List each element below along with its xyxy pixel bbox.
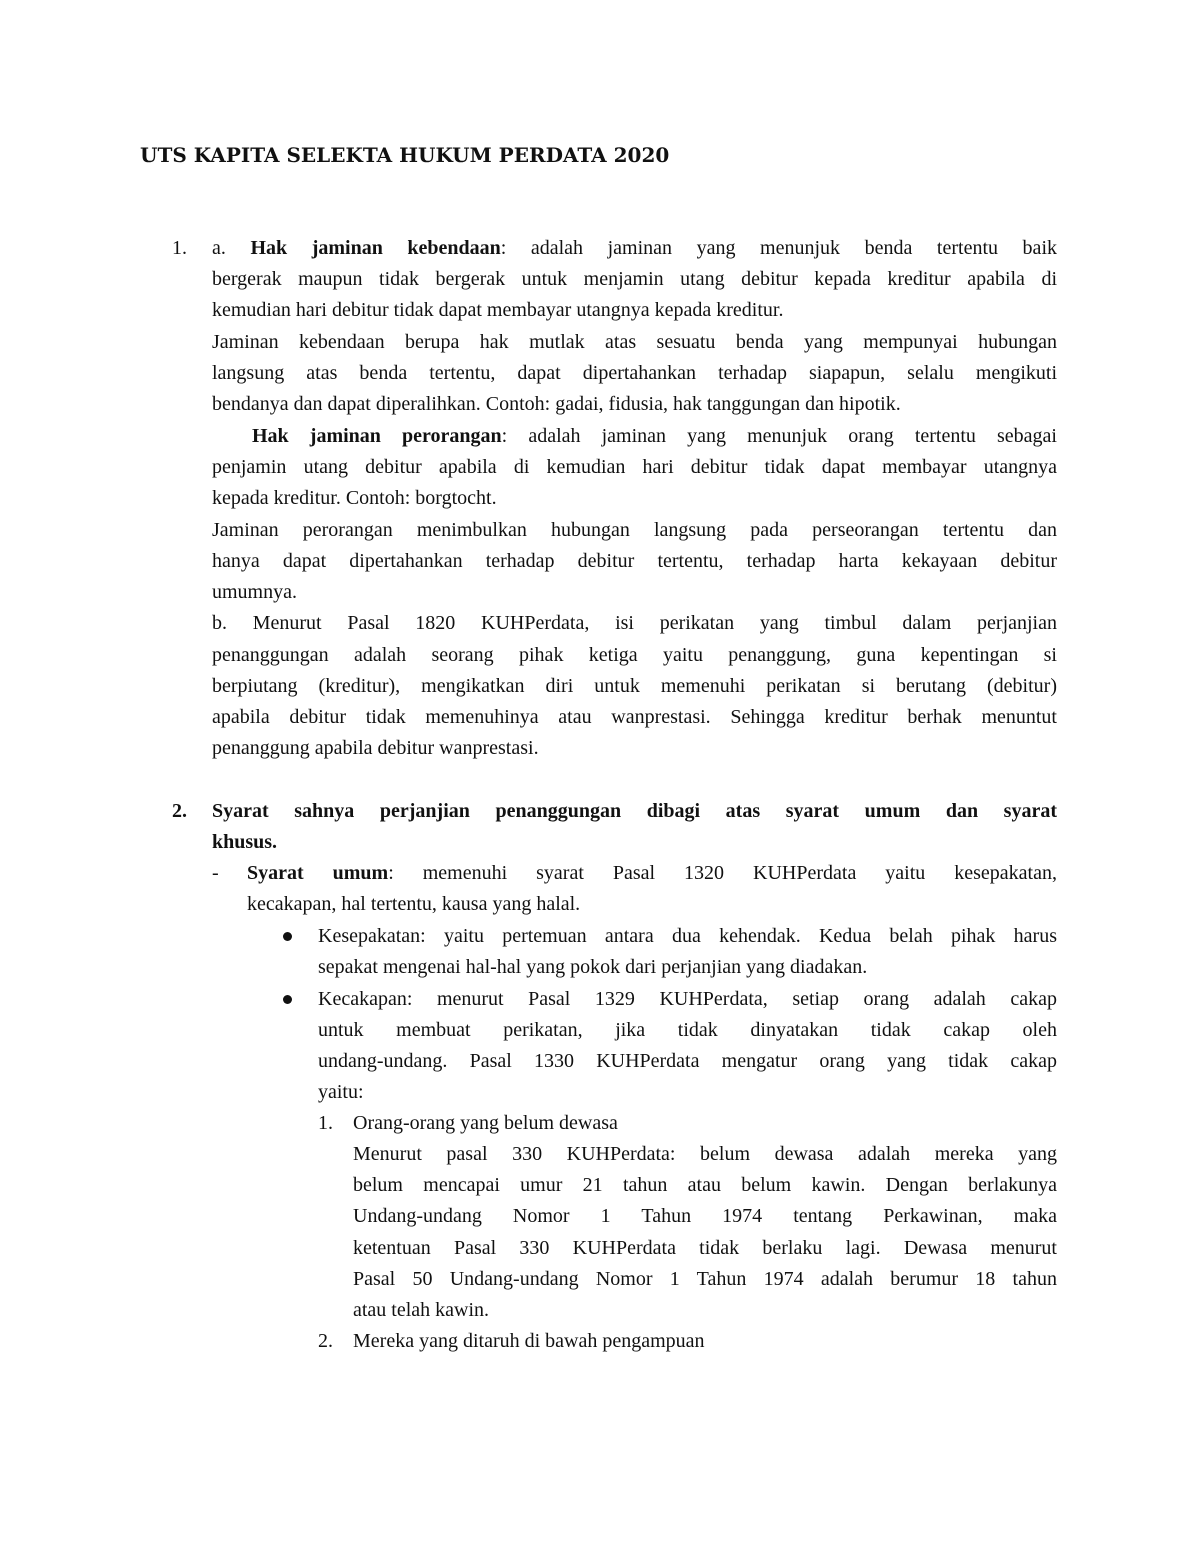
q1-number: 1. — [172, 237, 187, 259]
kesepakatan-line-1: Kesepakatan: yaitu pertemuan antara dua kehendak. Kedua belah pihak harus — [318, 925, 1057, 947]
q1-line-11: hanya dapat dipertahankan terhadap debitur tertentu, terhadap harta kekayaan debitur — [212, 550, 1057, 572]
bullet-kesepakatan — [283, 932, 292, 941]
q2-heading-line-2: khusus. — [212, 831, 278, 853]
q1-line-2: bergerak maupun tidak bergerak untuk menjamin utang debitur kepada kreditur apabila di — [212, 268, 1057, 290]
numbered-item-1-marker: 1. — [318, 1112, 333, 1134]
numbered-item-2-marker: 2. — [318, 1330, 333, 1352]
numbered-item-1-line-5: ketentuan Pasal 330 KUHPerdata tidak berlaku lagi. Dewasa menurut — [353, 1237, 1057, 1259]
bullet-kecakapan — [283, 995, 292, 1004]
q2-number: 2. — [172, 800, 187, 822]
q1-line-17: penanggung apabila debitur wanprestasi. — [212, 737, 539, 759]
hak-jaminan-kebendaan-term: Hak jaminan kebendaan — [250, 237, 501, 259]
q1-line-15: berpiutang (kreditur), mengikatkan diri untuk memenuhi perikatan si berutang (debitur) — [212, 675, 1057, 697]
kecakapan-line-1: Kecakapan: menurut Pasal 1329 KUHPerdata, setiap orang adalah cakap — [318, 988, 1057, 1010]
numbered-item-1-line-1: Orang-orang yang belum dewasa — [353, 1112, 618, 1134]
syarat-umum-line-1-rest: : memenuhi syarat Pasal 1320 KUHPerdata yaitu kesepakatan, — [388, 862, 1057, 884]
q2-heading-line-1: Syarat sahnya perjanjian penanggungan dibagi atas syarat umum dan syarat — [212, 800, 1057, 822]
q1-line-8: penjamin utang debitur apabila di kemudian hari debitur tidak dapat membayar utangnya — [212, 456, 1057, 478]
syarat-umum-line-2: kecakapan, hal tertentu, kausa yang halal. — [247, 893, 581, 915]
q1-line-12: umumnya. — [212, 581, 297, 603]
syarat-umum-term: Syarat umum — [247, 862, 389, 884]
hak-jaminan-perorangan-term: Hak jaminan perorangan — [252, 425, 502, 447]
q1-line-13: b. Menurut Pasal 1820 KUHPerdata, isi perikatan yang timbul dalam perjanjian — [212, 612, 1057, 634]
q1-line-3: kemudian hari debitur tidak dapat membayar utangnya kepada kreditur. — [212, 299, 784, 321]
q1-line-1 — [212, 233, 1057, 264]
kecakapan-line-3: undang-undang. Pasal 1330 KUHPerdata mengatur orang yang tidak cakap — [318, 1050, 1057, 1072]
q1-line-1-rest: : adalah jaminan yang menunjuk benda tertentu baik — [500, 237, 1057, 259]
q1-line-7-rest: : adalah jaminan yang menunjuk orang tertentu sebagai — [501, 425, 1057, 447]
q1-line-5: langsung atas benda tertentu, dapat dipertahankan terhadap siapapun, selalu mengikuti — [212, 362, 1057, 384]
kecakapan-line-2: untuk membuat perikatan, jika tidak dinyatakan tidak cakap oleh — [318, 1019, 1057, 1041]
numbered-item-1-line-3: belum mencapai umur 21 tahun atau belum kawin. Dengan berlakunya — [353, 1174, 1057, 1196]
q1-line-7 — [252, 421, 1057, 452]
numbered-item-1-line-7: atau telah kawin. — [353, 1299, 490, 1321]
q1-line-10: Jaminan perorangan menimbulkan hubungan langsung pada perseorangan tertentu dan — [212, 519, 1057, 541]
q1-a-marker: a. — [212, 237, 226, 259]
numbered-item-1-line-6: Pasal 50 Undang-undang Nomor 1 Tahun 1974 adalah berumur 18 tahun — [353, 1268, 1057, 1290]
q1-line-16: apabila debitur tidak memenuhinya atau wanprestasi. Sehingga kreditur berhak menuntut — [212, 706, 1057, 728]
kecakapan-line-4: yaitu: — [318, 1081, 364, 1103]
q1-line-14: penanggungan adalah seorang pihak ketiga yaitu penanggung, guna kepentingan si — [212, 644, 1057, 666]
kesepakatan-line-2: sepakat mengenai hal-hal yang pokok dari perjanjian yang diadakan. — [318, 956, 868, 978]
document-title: UTS KAPITA SELEKTA HUKUM PERDATA 2020 — [140, 143, 670, 167]
numbered-item-2-line-1: Mereka yang ditaruh di bawah pengampuan — [353, 1330, 705, 1352]
q1-line-9: kepada kreditur. Contoh: borgtocht. — [212, 487, 497, 509]
q2-dash: - — [212, 862, 219, 884]
numbered-item-1-line-2: Menurut pasal 330 KUHPerdata: belum dewasa adalah mereka yang — [353, 1143, 1057, 1165]
q1-line-6: bendanya dan dapat diperalihkan. Contoh: gadai, fidusia, hak tanggungan dan hipotik. — [212, 393, 901, 415]
syarat-umum-line-1 — [247, 858, 1057, 889]
numbered-item-1-line-4: Undang-undang Nomor 1 Tahun 1974 tentang Perkawinan, maka — [353, 1205, 1057, 1227]
q1-line-4: Jaminan kebendaan berupa hak mutlak atas sesuatu benda yang mempunyai hubungan — [212, 331, 1057, 353]
